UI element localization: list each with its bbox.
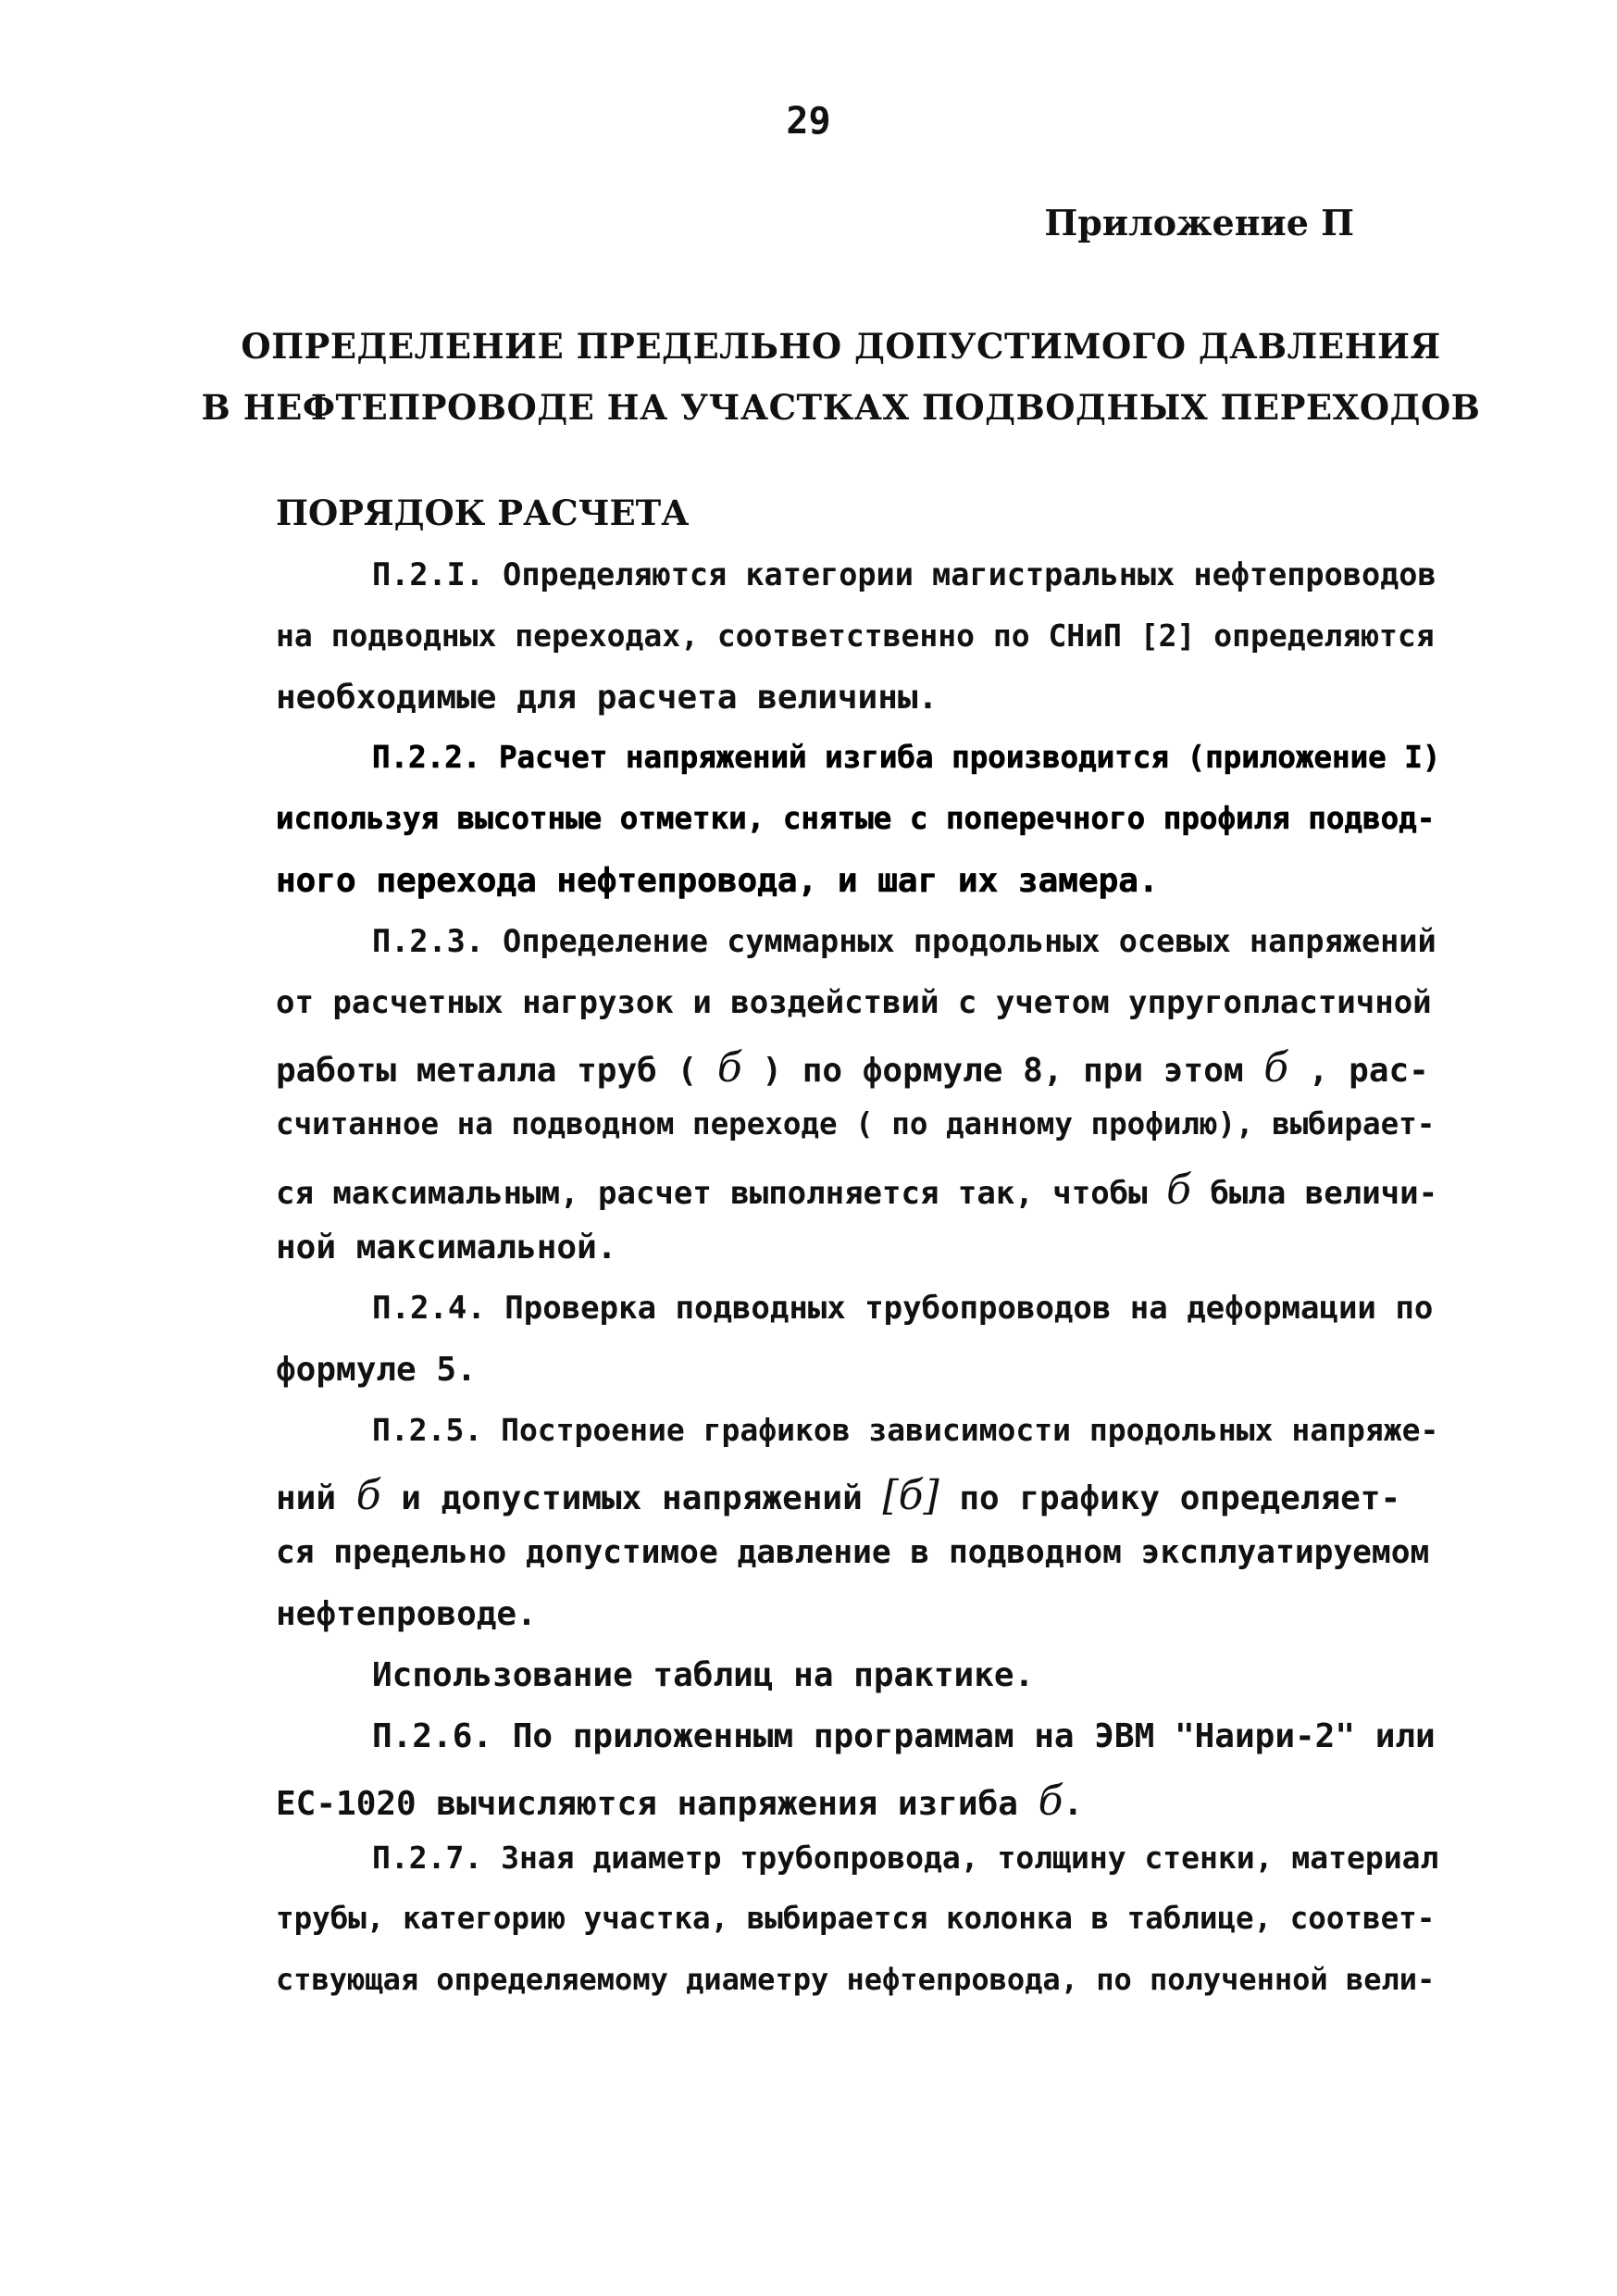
paragraph-2-3-line: П.2.3. Определение суммарных продольных осевых напряжений — [372, 923, 1437, 959]
text-fragment: ний — [276, 1479, 337, 1517]
paragraph-2-2-line: П.2.2. Расчет напряжений изгиба производится (приложение I) — [372, 740, 1441, 775]
text-fragment: ся максимальным, расчет выполняется так, чтобы — [276, 1175, 1148, 1212]
paragraph-2-5-line: ся предельно допустимое давление в подводном эксплуатируемом — [276, 1534, 1430, 1571]
document-title-line-2: В НЕФТЕПРОВОДЕ НА УЧАСТКАХ ПОДВОДНЫХ ПЕРЕХОДОВ — [201, 387, 1481, 428]
stress-symbol: б — [716, 1044, 742, 1092]
text-fragment: по графику определяет- — [959, 1479, 1401, 1517]
text-fragment: ) по формуле 8, при этом — [762, 1052, 1244, 1090]
paragraph-2-1-line: на подводных переходах, соответственно по СНиП [2] определяются — [276, 618, 1435, 654]
paragraph-2-2-line: используя высотные отметки, снятые с поперечного профиля подвод- — [276, 801, 1436, 836]
paragraph-2-3-line: считанное на подводном переходе ( по данному профилю), выбирает- — [276, 1106, 1436, 1142]
paragraph-2-6-line: П.2.6. По приложенным программам на ЭВМ "Наири-2" или — [372, 1717, 1436, 1755]
paragraph-2-7-line: П.2.7. Зная диаметр трубопровода, толщину стенки, материал — [372, 1840, 1439, 1876]
text-fragment: и допустимых напряжений — [401, 1479, 863, 1517]
paragraph-2-3-line — [276, 1167, 1438, 1214]
paragraph-2-7-line: ствующая определяемому диаметру нефтепровода, по полученной вели- — [276, 1962, 1436, 1997]
paragraph-2-3-line: ной максимальной. — [276, 1229, 617, 1267]
paragraph-2-5-line: П.2.5. Построение графиков зависимости продольных напряже- — [372, 1412, 1439, 1448]
stress-symbol: б — [355, 1472, 381, 1519]
text-fragment: ЕС-1020 вычисляются напряжения изгиба — [276, 1785, 1018, 1823]
text-fragment: работы металла труб ( — [276, 1052, 698, 1090]
stress-symbol: б — [1263, 1044, 1289, 1092]
paragraph-2-1-line: П.2.I. Определяются категории магистральных нефтепроводов — [372, 556, 1437, 593]
text-fragment: , рас- — [1308, 1052, 1429, 1090]
stress-symbol: б — [1038, 1778, 1063, 1825]
paragraph-2-2-line: ного перехода нефтепровода, и шаг их замера. — [276, 862, 1159, 900]
paragraph-2-3-line — [276, 1044, 1429, 1092]
text-fragment: . — [1063, 1785, 1084, 1823]
paragraph-2-6-line — [276, 1778, 1084, 1825]
usage-line: Использование таблиц на практике. — [372, 1656, 1035, 1694]
document-title-line-1: ОПРЕДЕЛЕНИЕ ПРЕДЕЛЬНО ДОПУСТИМОГО ДАВЛЕНИЯ — [241, 326, 1441, 367]
paragraph-2-4-line: П.2.4. Проверка подводных трубопроводов на деформации по — [372, 1290, 1434, 1327]
page-number: 29 — [786, 100, 831, 143]
paragraph-2-5-line: нефтепроводе. — [276, 1595, 537, 1633]
appendix-label: Приложение П — [1044, 202, 1354, 243]
paragraph-2-1-line: необходимые для расчета величины. — [276, 679, 939, 717]
paragraph-2-4-line: формуле 5. — [276, 1351, 477, 1389]
allowable-stress-symbol: [б] — [882, 1472, 939, 1519]
paragraph-2-5-line — [276, 1472, 1401, 1519]
stress-symbol: б — [1166, 1167, 1191, 1214]
paragraph-2-3-line: от расчетных нагрузок и воздействий с учетом упругопластичной — [276, 984, 1432, 1021]
paragraph-2-7-line: трубы, категорию участка, выбирается колонка в таблице, соответ- — [276, 1901, 1436, 1936]
section-heading: ПОРЯДОК РАСЧЕТА — [276, 493, 690, 533]
text-fragment: была величи- — [1210, 1175, 1438, 1212]
